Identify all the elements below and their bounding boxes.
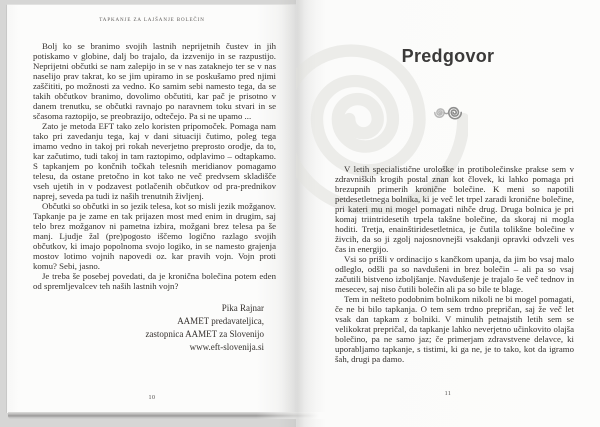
signature-role: zastopnica AAMET za Slovenijo <box>145 329 264 339</box>
paragraph: Občutki so občutki in so jezik telesa, kot so misli jezik možganov. Tapkanje pa je zame en tak prijazen most med enim in drugim, saj telo brez možganov ni pametna izbira, možgani brez telesa pa še manj. Ljudje žal (pre)pogosto iščemo logično razlago svojih občutkov, ki imajo popolnoma svojo logiko, in se namesto grajenja mostov lotimo vojnih napovedi oz. kar pravih vojn. Vojn proti komu? Sebi, jasno. <box>33 201 276 271</box>
left-page-text <box>33 41 276 354</box>
paragraph: Zato je metoda EFT tako zelo koristen pripomoček. Pomaga nam tako pri zavedanju tega, kaj v dani situaciji čutimo, poleg tega imamo vedno in takoj pri rokah neverjetno preprosto orodje, da to, kar začutimo, tudi takoj in tam raztopimo, odplavimo – odtapkamo. S tapkanjem po končnih točkah telesnih meridianov pomagamo telesu, da ostane pretočno in kot tako ne več predvsem skladišče vseh ujetih in v podzavest potlačenih občutkov od pra-prednikov naprej, seveda pa tudi iz naših trenutnih življenj. <box>33 121 276 201</box>
paragraph: V letih specialistične urološke in protibolečinske prakse sem v zdravniških krogih postal znan kot človek, ki lahko pomaga pri brezupnih primerih kronične bolečine. K meni so napotili petdesetletnega bolnika, ki je več let trpel zaradi kronične bolečine, pri kateri mu ni mogel pomagati nihče drug. Druga bolnica je pri komaj triintridesetih trpela takšne bolečine, da skoraj ni mogla hoditi. Tretja, enainštiridesetletnica, je čutila tolikšne bolečine v živcih, da so ji zgolj najosnovnejši vsakdanji opravki odvzeli ves čas in energijo. <box>335 164 574 254</box>
chapter-title: Predgovor <box>401 46 495 66</box>
right-page-text <box>335 164 574 364</box>
paragraph: Vsi so prišli v ordinacijo s kančkom upanja, da jim bo vsaj malo odleglo, odšli pa so navdušeni in brez bolečin – ali pa so vsaj začutili bistveno izboljšanje. Navdušenje je trajalo še več tednov in mesecev, saj niso čutili bolečin ali pa so bile te blage. <box>335 254 574 294</box>
left-page-number: 10 <box>148 395 156 401</box>
signature-author: Pika Rajnar <box>221 303 264 313</box>
right-page <box>296 0 600 427</box>
paragraph: Tem in nešteto podobnim bolnikom nikoli ne bi mogel pomagati, če ne bi bilo tapkanja. O tem sem trdno prepričan, saj že več let vsak dan tapkam z bolniki. V minulih petnajstih letih sem se velikokrat prepričal, da tapkanje lahko neverjetno učinkovito olajša bolečino, pa ne samo jaz; če primerjam zdravstvene delavce, ki uporabljamo tapkanje, s tistimi, ki ga ne, je to tako, kot da igramo šah, drugi pa damo. <box>335 294 574 364</box>
signature-block <box>33 302 276 354</box>
signature-role: AAMET predavateljica, <box>177 316 264 326</box>
paragraph: Je treba še posebej povedati, da je kronična bolečina potem eden od spremljevalcev teh naših lastnih vojn? <box>33 271 276 291</box>
signature-website: www.eft-slovenija.si <box>189 342 264 352</box>
running-header: TAPKANJE ZA LAJŠANJE BOLEČIN <box>99 18 205 23</box>
right-page-number: 11 <box>444 391 452 397</box>
paragraph: Bolj ko se branimo svojih lastnih neprijetnih čustev in jih potiskamo v globine, dalj bo trajalo, da izzvenijo in se razpustijo. Neprijetni občutki se nam zalepijo in se v nas zataknejo ter se v nas naselijo prav takrat, ko se jim upiramo in se poskušamo pred njimi zaščititi, po možnosti za vedno. Ko samim sebi namesto tega, da se takih občutkov branimo, dovolimo občutiti, kar pač je prisotno v danem trenutku, se občutki ravnajo po naravnem toku stvari in se sčasoma raztopijo, se preobrazijo, odtečejo. Pa si ne upamo ... <box>33 41 276 121</box>
double-spiral-ornament-icon <box>427 103 469 122</box>
page-stack-edge-fade <box>256 412 326 419</box>
left-page <box>6 4 297 413</box>
